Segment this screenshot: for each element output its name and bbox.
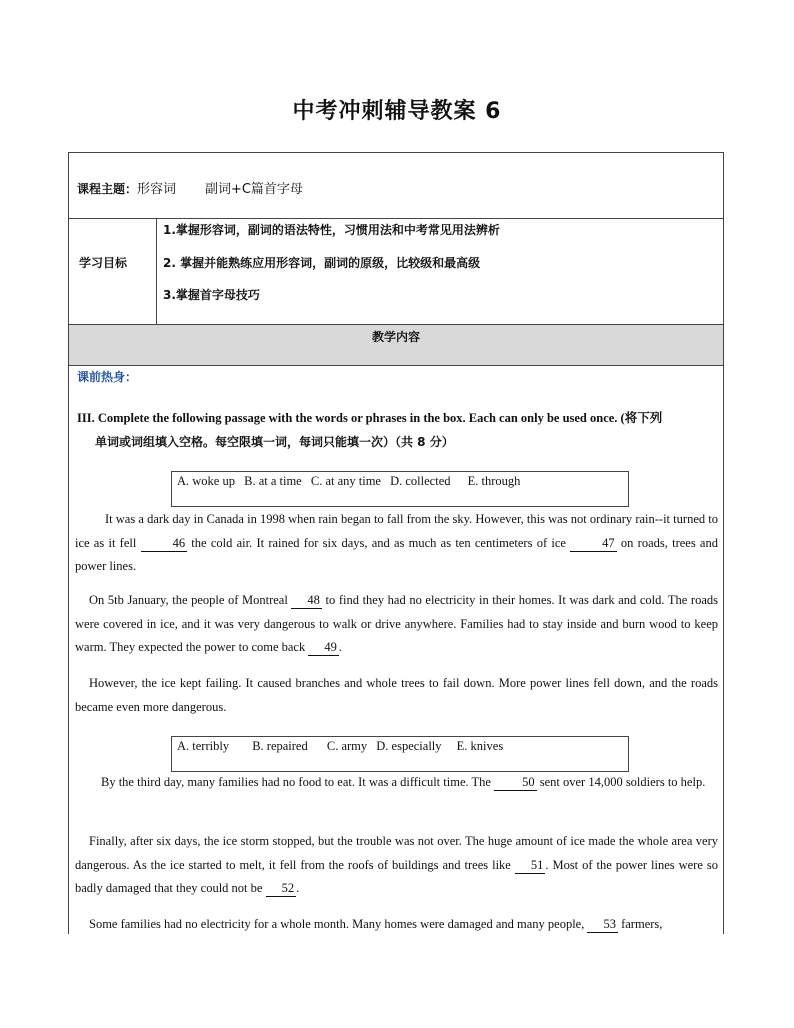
instruction-cn: 单词或词组填入空格。每空限填一词，每词只能填一次）（共 8 分） — [95, 435, 454, 449]
word-option: B. at a time — [244, 474, 302, 488]
blank-52: 52 — [266, 881, 297, 897]
word-option: E. knives — [456, 739, 504, 753]
goal-item: 3.掌握首字母技巧 — [163, 288, 260, 302]
goals-row — [69, 219, 723, 325]
goals-label-cell — [69, 219, 157, 324]
blank-47: 47 — [570, 536, 617, 552]
blank-50: 50 — [494, 775, 537, 791]
word-option: A. terribly — [177, 739, 230, 753]
content-header-row — [69, 325, 723, 366]
page-title: 中考冲刺辅导教案 6 — [292, 99, 502, 124]
blank-49: 49 — [308, 640, 339, 656]
warmup-label: 课前热身： — [77, 370, 138, 384]
goal-item: 2. 掌握并能熟练应用形容词，副词的原级，比较级和最高级 — [163, 256, 481, 270]
instruction-en: III. Complete the following passage with the words or phrases in the box. Each can only be used once. (将下列 — [77, 411, 663, 425]
topic-cell — [77, 178, 303, 197]
exercise-instruction — [77, 406, 717, 454]
goal-item: 1.掌握形容词，副词的语法特性，习惯用法和中考常见用法辨析 — [163, 223, 500, 237]
blank-48: 48 — [291, 593, 322, 609]
passage-paragraph-6: Some families had no electricity for a whole month. Many homes were damaged and many people, 53 farmers, — [89, 917, 663, 931]
word-option: C. at any time — [310, 474, 381, 488]
topic-value: 形容词 副词+C篇首字母 — [137, 182, 303, 197]
lesson-plan-table — [68, 152, 724, 934]
blank-51: 51 — [515, 858, 546, 874]
topic-row — [69, 153, 723, 219]
word-option: E. through — [467, 474, 521, 488]
passage-paragraph-1: It was a dark day in Canada in 1998 when rain began to fall from the sky. However, this was not ordinary rain--it turned to ice as it fell 46 the cold air. It rained for six days, and as much as ten centimeters of ice 47 on roads, trees and power lines. — [75, 512, 718, 573]
word-option: D. collected — [390, 474, 451, 488]
blank-53: 53 — [587, 917, 618, 933]
passage-paragraph-3: However, the ice kept failing. It caused branches and whole trees to fail down. More power lines fell down, and the roads became even more dangerous. — [75, 676, 718, 714]
goals-label: 学习目标 — [79, 256, 128, 270]
word-option: C. army — [326, 739, 368, 753]
blank-46: 46 — [141, 536, 188, 552]
content-header: 教学内容 — [371, 330, 420, 344]
passage-paragraph-4: By the third day, many families had no food to eat. It was a difficult time. The 50 sent over 14,000 soldiers to help. — [101, 775, 706, 789]
word-box-2 — [171, 736, 629, 772]
word-option: D. especially — [376, 739, 442, 753]
word-option: B. repaired — [252, 739, 308, 753]
passage-paragraph-2: On 5tb January, the people of Montreal 48 to find they had no electricity in their homes. It was dark and cold. The roads were covered in ice, and it was very dangerous to walk or drive anywhere. Families had to stay inside and burn wood to keep warm. They expected the power to come back 49 . — [75, 593, 718, 654]
topic-label: 课程主题： — [77, 182, 138, 196]
passage-paragraph-5: Finally, after six days, the ice storm stopped, but the trouble was not over. The huge amount of ice made the whole area very dangerous. As the ice started to melt, it fell from the roofs of buildings and trees like 51 . Most of the power lines were so badly damaged that they could not be 52 . — [75, 834, 718, 895]
word-box-1 — [171, 471, 629, 507]
word-option: A. woke up — [177, 474, 235, 488]
